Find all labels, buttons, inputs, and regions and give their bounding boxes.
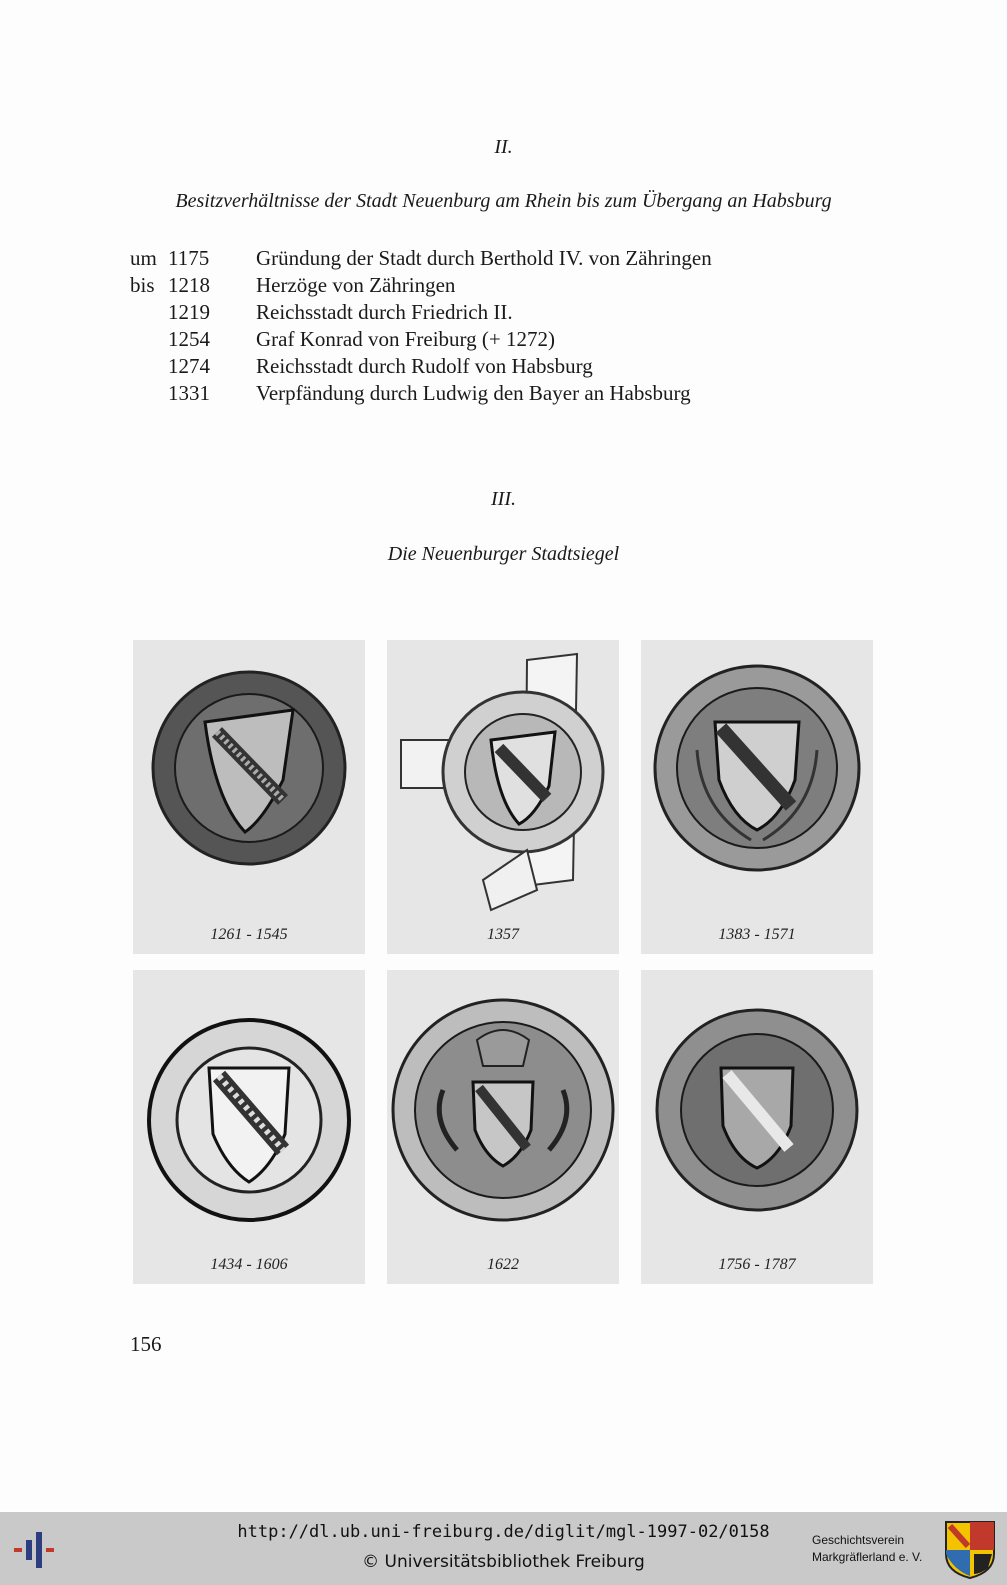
chronology-year: 1331	[168, 381, 210, 405]
seal-caption: 1261 - 1545	[210, 926, 288, 943]
seal-plate-1756	[641, 970, 873, 1284]
page-number: 156	[130, 1332, 162, 1356]
seal-plate-1434	[133, 970, 365, 1284]
chronology-prefix: bis	[130, 273, 155, 297]
seal-illustration	[387, 970, 619, 1284]
seal-caption: 1434 - 1606	[210, 1256, 288, 1273]
chronology-year: 1175	[168, 246, 210, 270]
chronology-prefix	[130, 380, 168, 407]
chronology-text: Gründung der Stadt durch Berthold IV. von Zähringen	[256, 246, 712, 270]
seal-illustration	[641, 970, 873, 1284]
chronology-prefix	[130, 353, 168, 380]
chronology-row	[130, 272, 712, 299]
seal-plate-1383	[641, 640, 873, 954]
chronology-year: 1218	[168, 273, 210, 297]
seal-caption: 1357	[487, 926, 519, 943]
section-3-title: Die Neuenburger Stadtsiegel	[387, 543, 620, 565]
seal-illustration	[133, 640, 365, 954]
seal-plate-1622	[387, 970, 619, 1284]
section-2-number: II.	[494, 136, 513, 158]
chronology-row	[130, 326, 712, 353]
section-3-number: III.	[491, 488, 516, 510]
viewer-footer	[0, 1512, 1007, 1585]
chronology-row	[130, 299, 712, 326]
section-2-title: Besitzverhältnisse der Stadt Neuenburg am Rhein bis zum Übergang an Habsburg	[175, 190, 832, 212]
footer-url-link[interactable]: http://dl.ub.uni-freiburg.de/diglit/mgl-1997-02/0158	[237, 1522, 770, 1542]
seal-caption: 1622	[487, 1256, 519, 1273]
chronology-list	[130, 245, 712, 407]
seal-plate-1357	[387, 640, 619, 954]
seal-illustration	[133, 970, 365, 1284]
seal-plate-1261	[133, 640, 365, 954]
chronology-prefix	[130, 299, 168, 326]
seal-illustration	[641, 640, 873, 954]
chronology-prefix	[130, 326, 168, 353]
chronology-text: Herzöge von Zähringen	[256, 273, 456, 297]
seal-caption: 1383 - 1571	[718, 926, 796, 943]
chronology-text: Verpfändung durch Ludwig den Bayer an Habsburg	[256, 381, 691, 405]
chronology-text: Graf Konrad von Freiburg (+ 1272)	[256, 327, 555, 351]
chronology-row	[130, 380, 712, 407]
society-name	[812, 1532, 922, 1566]
chronology-prefix: um	[130, 246, 157, 270]
footer-copyright: © Universitätsbibliothek Freiburg	[362, 1552, 645, 1572]
chronology-row	[130, 353, 712, 380]
seal-illustration	[387, 640, 619, 954]
coat-of-arms-icon	[944, 1520, 996, 1580]
society-line-2: Markgräflerland e. V.	[812, 1550, 923, 1564]
chronology-text: Reichsstadt durch Rudolf von Habsburg	[256, 354, 593, 378]
society-line-1: Geschichtsverein	[812, 1533, 905, 1547]
chronology-text: Reichsstadt durch Friedrich II.	[256, 300, 513, 324]
chronology-year: 1254	[168, 327, 210, 351]
chronology-row	[130, 245, 712, 272]
chronology-year: 1274	[168, 354, 210, 378]
chronology-year: 1219	[168, 300, 210, 324]
seal-caption: 1756 - 1787	[718, 1256, 796, 1273]
